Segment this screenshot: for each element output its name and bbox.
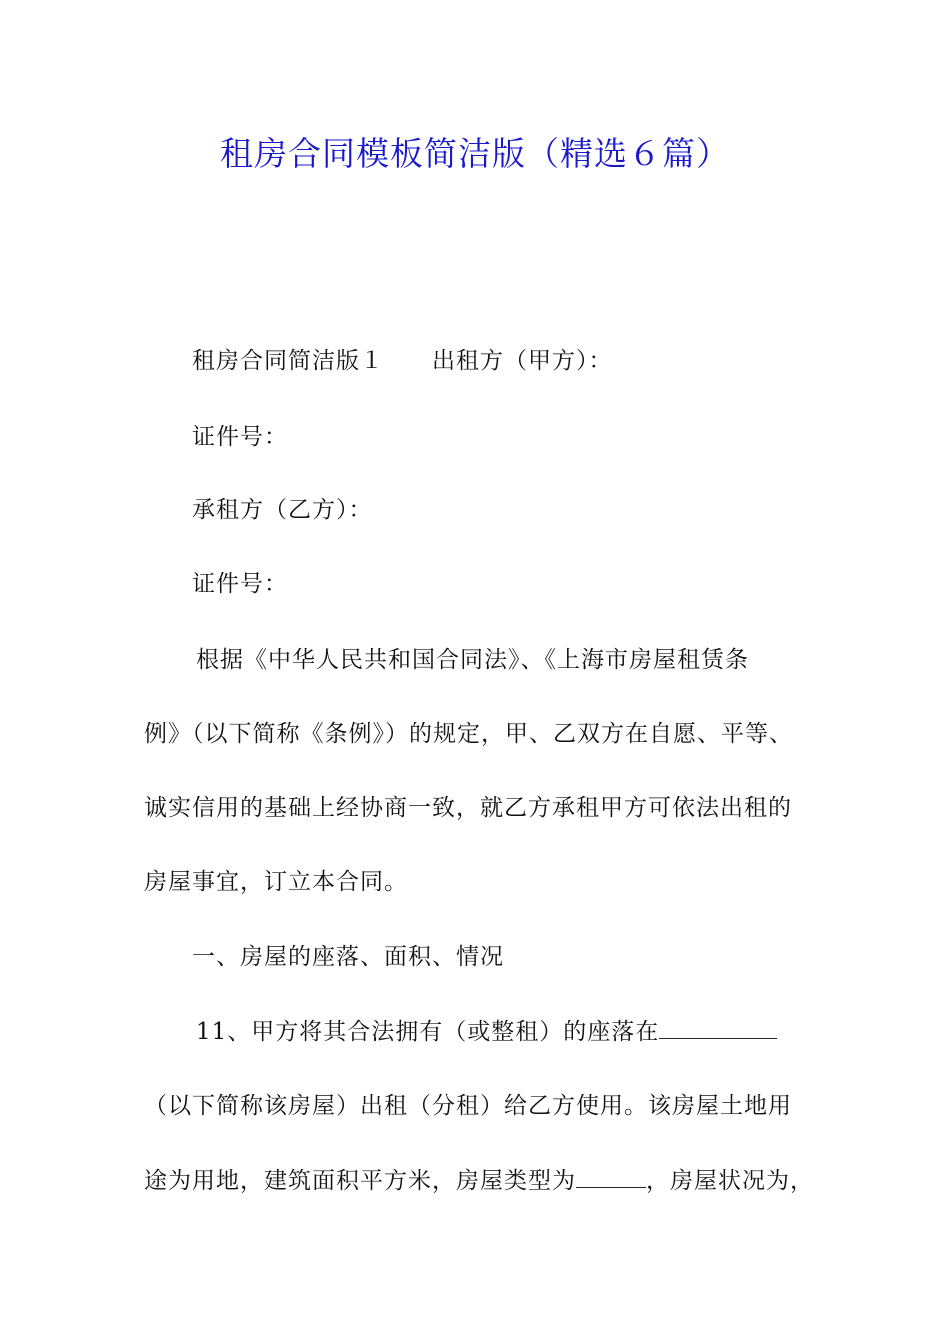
clause-line: [196, 1016, 777, 1047]
clause-text: 11、甲方将其合法拥有（或整租）的座落在: [196, 1019, 660, 1045]
paragraph-line: 诚实信用的基础上经协商一致，就乙方承租甲方可依法出租的: [144, 795, 792, 821]
clause-line: （以下简称该房屋）出租（分租）给乙方使用。该房屋土地用: [144, 1093, 792, 1119]
clause-line: [144, 1165, 814, 1196]
section-heading: 一、房屋的座落、面积、情况: [192, 944, 504, 970]
lessee-label: 承租方（乙方）：: [192, 497, 373, 523]
contract-subtitle: 租房合同简洁版１: [192, 348, 384, 374]
lessor-label: 出租方（甲方）：: [432, 348, 613, 374]
paragraph-line: 根据《中华人民共和国合同法》、《上海市房屋租赁条: [196, 647, 749, 673]
clause-text: 途为用地，建筑面积平方米，房屋类型为: [144, 1168, 576, 1194]
paragraph-line: 房屋事宜，订立本合同。: [144, 869, 408, 895]
fill-in-blank: [659, 1016, 777, 1039]
fill-in-blank: [576, 1165, 646, 1188]
contract-heading-line: [192, 346, 613, 376]
lessor-id-label: 证件号：: [192, 424, 288, 450]
paragraph-line: 例》（以下简称《条例》）的规定，甲、乙双方在自愿、平等、: [144, 721, 793, 747]
document-title: 租房合同模板简洁版（精选６篇）: [220, 134, 730, 173]
clause-text: ，房屋状况为，: [646, 1168, 814, 1194]
lessee-id-label: 证件号：: [192, 571, 288, 597]
